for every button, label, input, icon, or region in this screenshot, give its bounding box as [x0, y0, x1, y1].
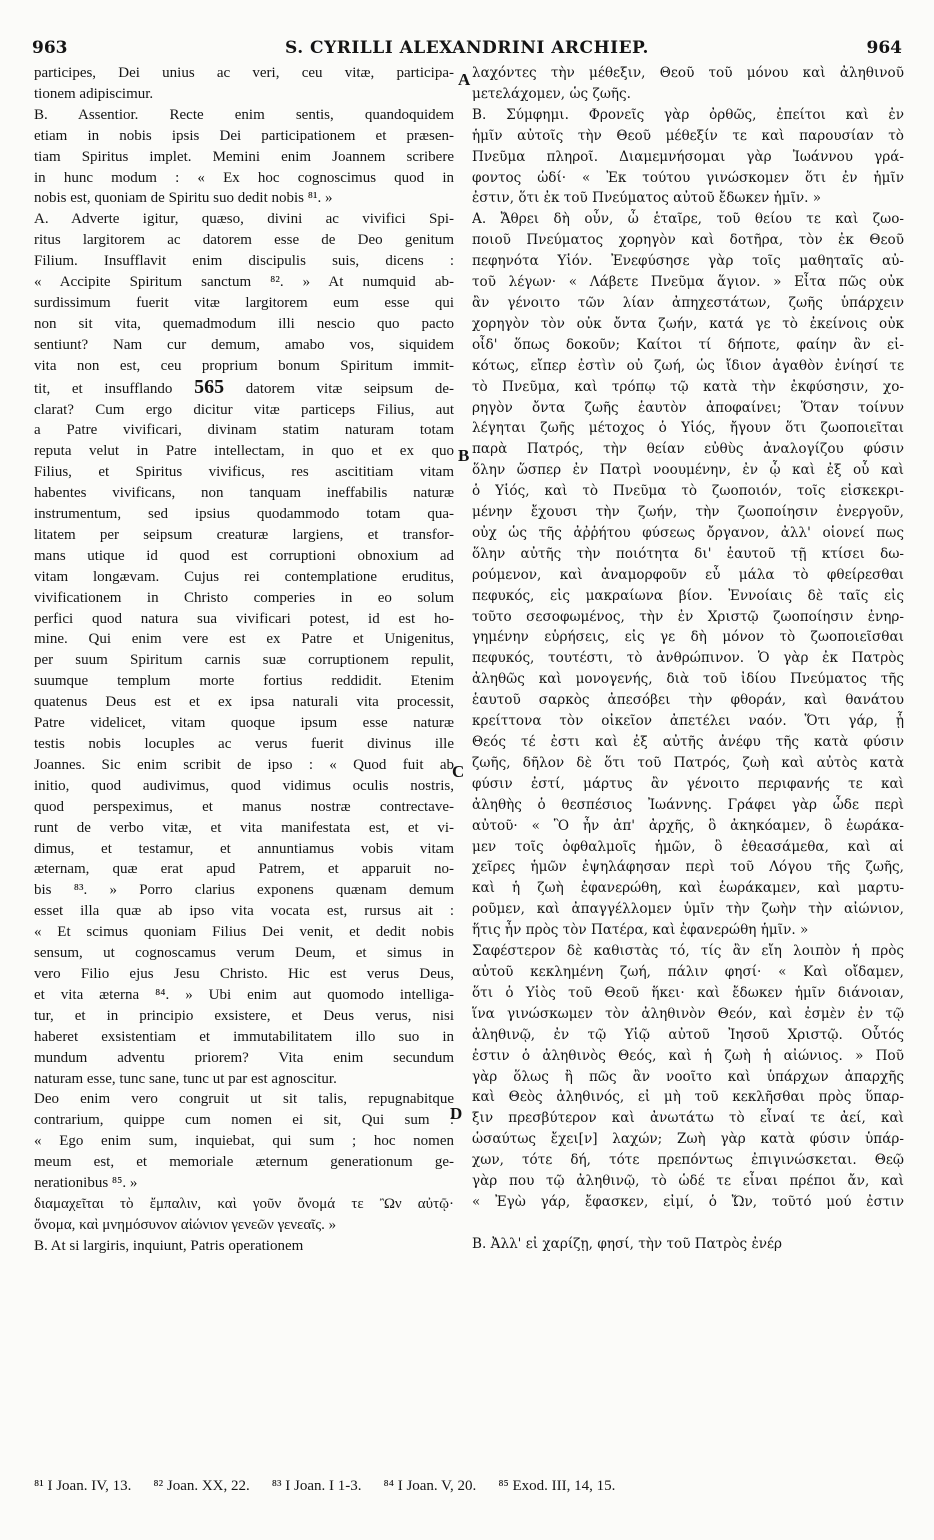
greek-text-line: Πνεῦμα πληροῖ. Διαμεμνήσομαι γὰρ Ἰωάννου γρά-	[472, 148, 904, 165]
footnote: ⁸⁴ I Joan. V, 20.	[383, 1478, 477, 1494]
latin-text-line: Filium. Insufflavit enim discipulis suis, dicens :	[34, 253, 454, 270]
latin-text-line: Filius, et Spiritus vivificus, res ascititiam vitam	[34, 464, 454, 481]
latin-text-line: ὄνομα, καὶ μνημόσυνον αἰώνιον γενεῶν γενεαῖς. »	[34, 1216, 337, 1233]
greek-text-line: πεφηνότα Υἱόν. Ἐνεφύσησε γὰρ τοῖς μαθηταῖς αὐ-	[472, 253, 904, 270]
latin-text-line: in hunc modum : « Ex hoc cognoscimus quod in	[34, 169, 454, 186]
latin-text-line: « Ego enim sum, inquiebat, qui sum ; hoc nomen	[34, 1133, 454, 1150]
greek-text-line: μετελάχομεν, ὡς ζωῆς.	[472, 85, 631, 102]
greek-text-line: A. Ἄθρει δὴ οὖν, ὦ ἑταῖρε, τοῦ θείου τε καὶ ζωο-	[472, 211, 904, 228]
latin-text-line: mundum adventu priorem? Vita enim secundum	[34, 1049, 454, 1066]
greek-text-line: λαχόντες τὴν μέθεξιν, Θεοῦ τοῦ μόνου καὶ ἀληθινοῦ	[472, 65, 904, 81]
latin-text-line: litatem per seipsum creaturæ largiens, et transfor-	[34, 526, 454, 543]
greek-text-line: ποιοῦ Πνεύματος χορηγὸν καὶ δοτῆρα, τὸν ἐκ Θεοῦ	[472, 232, 904, 249]
latin-text-line: « Accipite Spiritum sanctum ⁸². » At numquid ab-	[34, 274, 454, 291]
greek-text-line: φοντος ὡδί· « Ἐκ τούτου γινώσκομεν ὅτι ἐν ἡμῖν	[472, 169, 904, 186]
latin-text-line: per suum Spiritum carnis suæ corruptionem repulit,	[34, 652, 454, 669]
greek-text-line: Σαφέστερον δὲ καθιστὰς τό, τίς ἂν εἴη λοιπὸν ἡ πρὸς	[472, 943, 904, 960]
greek-text-line: ρούμενον, καὶ ἀναμορφοῦν εὖ μάλα τὸ φθείρεσθαι	[472, 566, 904, 583]
latin-text-line: vero Filio ejus Jesu Christo. Hic est verus Deus,	[34, 965, 454, 982]
latin-text-line: etiam in nobis ipsis Dei participationem et præsen-	[34, 127, 454, 144]
greek-text-line: αὐτοῦ κεκλημένη ζωή, πάλιν φησί· « Καὶ οἴδαμεν,	[472, 963, 904, 980]
latin-text-line: vitam longævam. Cujus rei contemplatione eruditus,	[34, 568, 454, 585]
greek-text-line: ὅτι ὁ Υἱὸς τοῦ Θεοῦ ἥκει· καὶ ἔδωκεν ἡμῖν διάνοιαν,	[472, 984, 904, 1001]
greek-text-line: ἐστιν ὁ ἀληθινὸς Θεός, καὶ ἡ ζωὴ ἡ αἰώνιος. » Ποῦ	[472, 1047, 904, 1064]
latin-text-line: nerationibus ⁸⁵. »	[34, 1175, 138, 1192]
latin-column	[34, 63, 454, 1257]
section-marker-a: A	[458, 70, 471, 89]
greek-text-line: μένην ἔχουσι τὴν ζωήν, τὴν ζωοποίησιν ἐνεργοῦν,	[472, 504, 904, 521]
latin-text-line: sensum, ut cognoscamus verum Deum, et simus in	[34, 945, 454, 962]
left-page-number: 963	[32, 38, 68, 58]
latin-text-line: A. Adverte igitur, quæso, divini ac vivifici Spi-	[34, 211, 454, 228]
latin-text-line: meum est, et memoriale æternum generationum ge-	[34, 1154, 454, 1171]
latin-text-line: haberet exsistentiam et immutabilitatem illo suo in	[34, 1028, 454, 1045]
latin-text-line: clarat? Cum ergo dicitur vitæ particeps Filius, aut	[34, 401, 454, 418]
column-number: 565	[194, 376, 225, 398]
greek-text-line: οἶδ' ὅπως δοκοῦν; Καίτοι τί δήποτε, φαίην ἂν εἰ-	[472, 336, 904, 353]
greek-text-line: λέγηται ζωῆς μέτοχος ὁ Υἱός, ἤγουν ὅτι ζωοποιεῖται	[472, 420, 904, 437]
greek-text-line: Θεός τέ ἐστι καὶ ἐξ αὐτῆς ἀνέφυ τῆς κατὰ φύσιν	[472, 734, 904, 750]
latin-text-line: participes, Dei unius ac veri, ceu vitæ, participa-	[34, 65, 454, 81]
running-title: S. CYRILLI ALEXANDRINI ARCHIEP.	[285, 38, 649, 58]
latin-text-line: Patre videlicet, vitam quoque ipsum esse naturæ	[34, 715, 454, 732]
greek-text-line: ἵνα γινώσκωμεν τὸν ἀληθινὸν Θεόν, καὶ ἐσμὲν ἐν τῷ	[472, 1005, 904, 1022]
greek-text-line: πεφυκός, εἰς μακραίωνα βίον. Ἐννοίαις δὲ ταῖς εἰς	[472, 587, 904, 604]
greek-text-line: B. Σύμφημι. Φρονεῖς γὰρ ὀρθῶς, ἐπείτοι καὶ ἐν	[472, 106, 904, 123]
greek-text-line: ὅλην αὐτῆς τὴν ποιότητα δι' ἑαυτοῦ τῇ κτίσει δω-	[472, 545, 904, 562]
greek-text-line: ὡσαύτως ἔχει[ν] λαχών; Ζωὴ γὰρ κατὰ φύσιν ὑπάρ-	[472, 1131, 904, 1148]
latin-text-line: B. At si largiris, inquiunt, Patris operationem	[34, 1237, 304, 1254]
latin-text-line: ritus largitorem ac datorem esse de Deo genitum	[34, 232, 454, 249]
greek-text-line: ζωῆς, δῆλον δὲ ὅτι τοῦ Πατρός, ζωὴ καὶ αὐτὸς κατὰ	[472, 754, 904, 771]
latin-text-line: mans utique id quod est corruptioni obnoxium ad	[34, 547, 454, 564]
greek-text-line: καὶ Θεὸς ἀληθινός, εἰ μὴ τοῦ κεκλῆσθαι πρὸς ὕπαρ-	[472, 1089, 904, 1106]
greek-text-line: γὰρ ὅλως ἢ πῶς ἂν νοοῖτο καὶ ὑπάρχων ἀπαρχῆς	[472, 1068, 904, 1085]
latin-text-line: tionem adipiscimur.	[34, 85, 154, 102]
greek-text-line: καὶ ἡ ζωὴ ἐφανερώθη, καὶ ἑωράκαμεν, καὶ μαρτυ-	[472, 880, 904, 897]
latin-text-line: testis nobis locuples ac verus fuerit divinus ille	[34, 736, 454, 752]
latin-text-line: « Et scimus quoniam Filius Dei venit, et dedit nobis	[34, 924, 454, 941]
latin-text-line: esset illa quæ ab ipso vita vocata est, rursus ait :	[34, 903, 454, 920]
latin-text-line: tit, et insufflando 565 datorem vitæ seipsum de-	[34, 376, 454, 398]
latin-text-line: dimus, et testamur, et annuntiamus vobis vitam	[34, 840, 454, 857]
greek-text-line: φύσιν ἐστί, μάρτυς ἂν γένοιτο περιφανής τε καὶ	[472, 775, 904, 792]
latin-text-line: vita non est, ceu proprium bonum Spiritum immit-	[34, 357, 454, 374]
greek-text-line: ἂν γένοιτο τῶν λίαν ἀπηχεστάτων, ζωῆς ὑπάρχειν	[472, 294, 904, 311]
greek-text-line: ρηγὸν ὄντα ζωῆς ἑαυτὸν ἀποφαίνει; Ὅταν τοίνυν	[472, 399, 904, 416]
footnotes	[34, 1478, 914, 1495]
footnote: ⁸³ I Joan. I 1-3.	[271, 1478, 362, 1494]
greek-text-line: τοῦ λέγων· « Λάβετε Πνεῦμα ἅγιον. » Εἶτα πῶς οὐκ	[472, 274, 904, 291]
greek-text-line: ἥτις ἦν πρὸς τὸν Πατέρα, καὶ ἐφανερώθη ἡμῖν. »	[472, 922, 809, 939]
latin-text-line: instrumentum, sed ipsius quodammodo totam qua-	[34, 506, 454, 523]
greek-text-line: χορηγὸν τὸν οὐκ ὄντα ζωήν, κατά γε τὸ ἐκείνοις οὐκ	[472, 315, 904, 332]
latin-text-line: naturam esse, tunc sane, tunc ut par est agnoscitur.	[34, 1070, 337, 1087]
greek-text-line: γὰρ που τῷ ἀληθινῷ, τὸ ὡδέ τε εἶναι πρέποι ἄν, καὶ	[472, 1173, 904, 1190]
latin-text-line: bis ⁸³. » Porro clarius exponens quænam demum	[34, 882, 454, 899]
latin-text-line: a Patre vivificari, divinam statim naturam totam	[34, 422, 454, 439]
greek-text-line: ἑαυτοῦ σαρκὸς ἀπεσόβει τὴν φθοράν, καὶ θανάτου	[472, 692, 904, 709]
greek-text-line: ἀληθὴς ὁ θεσπέσιος Ἰωάννης. Γράφει γὰρ ὧδε περὶ	[472, 796, 904, 813]
latin-text-line: mine. Qui enim vere est ex Patre et Unigenitus,	[34, 631, 454, 648]
greek-column	[472, 63, 904, 1255]
section-marker-d: D	[450, 1104, 463, 1123]
greek-text-line: τὸ Πνεῦμα, καὶ τρόπῳ τῷ κατὰ τὴν ἐκφύσησιν, χο-	[472, 378, 904, 395]
latin-text-line: et vita æterna ⁸⁴. » Ubi enim aut quomodo intelliga-	[34, 986, 454, 1003]
greek-text-line: B. Ἀλλ' εἰ χαρίζῃ, φησί, τὴν τοῦ Πατρὸς ἐνέρ	[472, 1235, 783, 1252]
latin-text-line: nobis est, quoniam de Spiritu suo dedit nobis ⁸¹. »	[34, 190, 333, 207]
greek-text-line	[472, 1213, 904, 1234]
latin-text-line: suumque templum morte fortius reddidit. Etenim	[34, 673, 454, 690]
right-page-number: 964	[866, 38, 902, 58]
latin-text-line: quatenus Deus est et ex ipsa naturali vita processit,	[34, 694, 454, 711]
latin-text-line: tiam Spiritus implet. Memini enim Joannem scribere	[34, 148, 454, 165]
greek-text-line: χεῖρες ἡμῶν ἐψηλάφησαν περὶ τοῦ Λόγου τῆς ζωῆς,	[472, 859, 904, 876]
greek-text-line: πεφυκός, τουτέστι, τὸ ἀνθρώπινον. Ὁ γὰρ ἐκ Πατρὸς	[472, 650, 904, 667]
latin-text-line: runt de verbo vitæ, et vita manifestata est, et vi-	[34, 819, 454, 836]
latin-text-line: surdissimum fuerit vitæ largitorem eum esse qui	[34, 294, 454, 311]
greek-text-line: αὐτοῦ· « Ὃ ἦν ἀπ' ἀρχῆς, ὃ ἀκηκόαμεν, ὃ ἑωράκα-	[472, 817, 904, 834]
latin-text-line: διαμαχεῖται τὸ ἔμπαλιν, καὶ γοῦν ὄνομά τε Ὢν αὐτῷ·	[34, 1195, 454, 1212]
latin-text-line: æternam, quæ erat apud Patrem, et apparuit no-	[34, 861, 454, 878]
greek-text-line: μεν τοῖς ὀφθαλμοῖς ἡμῶν, ὃ ἐθεασάμεθα, καὶ αἱ	[472, 838, 904, 855]
greek-text-line: παρὰ Πατρός, τὴν θείαν εὐθὺς ἀναλογίζου φύσιν	[472, 441, 904, 458]
latin-text-line: Joannes. Sic enim scribit de ipso : « Quod fuit ab	[34, 756, 454, 773]
greek-text-line: οὐχ ὡς τῆς ἀῤῥήτου φύσεως ὄργανον, ἀλλ' οἱονεί πως	[472, 524, 904, 541]
greek-text-line: ἀληθῶς καὶ μονογενής, διὰ τοῦ ἰδίου Πνεύματος τῆς	[472, 671, 904, 688]
latin-text-line: perfici quod natura sua vivificari potest, id est ho-	[34, 610, 454, 627]
page-header	[32, 38, 902, 64]
latin-text-line: sentiunt? Nam cur demum, amabo vos, siquidem	[34, 336, 454, 353]
latin-text-line: B. Assentior. Recte enim sentis, quandoquidem	[34, 106, 454, 123]
latin-text-line: Deo enim vero congruit ut sit talis, repugnabitque	[34, 1091, 454, 1108]
greek-text-line: ἡμῖν αὐτοῖς τὴν Θεοῦ μέθεξίν τε καὶ παρουσίαν τὸ	[472, 127, 904, 144]
footnote: ⁸⁵ Exod. III, 14, 15.	[498, 1478, 616, 1494]
latin-text-line: initio, quod audivimus, quod vidimus oculis nostris,	[34, 777, 454, 794]
greek-text-line: ἐστιν, ὅτι ἐκ τοῦ Πνεύματος αὐτοῦ ἔδωκεν ἡμῖν. »	[472, 190, 822, 207]
greek-text-line: ροῦμεν, καὶ ἀπαγγέλλομεν ὑμῖν τὴν ζωὴν τὴν αἰώνιον,	[472, 901, 904, 918]
section-marker-c: C	[452, 762, 465, 781]
greek-text-line: χων, τότε δή, τότε πρεπόντως ἐπιγινώσκεται. Θεῷ	[472, 1152, 904, 1169]
greek-text-line: ἀληθινῷ, ἐν τῷ Υἱῷ αὐτοῦ Ἰησοῦ Χριστῷ. Οὗτός	[472, 1026, 904, 1043]
latin-text-line: reputa velut in Patre intellectam, in quo et ex quo	[34, 443, 454, 460]
latin-text-line: tur, et in principio exsistere, et Deus verus, nisi	[34, 1007, 454, 1024]
greek-text-line: κρείττονα τὸν οἰκεῖον ἀπετέλει ναόν. Ὅτι γάρ, ᾗ	[472, 713, 904, 730]
latin-text-line: vivificationem in Christo comperies in eo solum	[34, 589, 454, 606]
latin-text-line: non sit vita, quemadmodum illi nescio quo pacto	[34, 315, 454, 332]
footnote: ⁸¹ I Joan. IV, 13.	[34, 1478, 132, 1494]
section-marker-b: B	[458, 446, 470, 465]
greek-text-line: γημένην εὑρήσεις, εἰς γε δὴ μόνον τὸ ζωοποιεῖσθαι	[472, 629, 904, 646]
greek-text-line: « Ἐγὼ γάρ, ἔφασκεν, εἰμί, ὁ Ὤν, τοῦτό μού ἐστιν	[472, 1193, 904, 1210]
footnote: ⁸² Joan. XX, 22.	[153, 1478, 250, 1494]
greek-text-line: ὁ Υἱός, καὶ τὸ Πνεῦμα τὸ ζωοποιόν, τοῖς εἰσκεκρι-	[472, 483, 904, 500]
greek-text-line: ξιν πρεσβύτερον καὶ ἀνωτάτω τὸ εἶναί τε ἀεί, καὶ	[472, 1110, 904, 1127]
latin-text-line: quod perspeximus, et manus nostræ contrectave-	[34, 798, 454, 815]
latin-text-line: habentes vivificans, non tanquam ineffabilis naturæ	[34, 485, 454, 502]
greek-text-line: τοῦτο σεσοφωμένος, τὴν ἐν Χριστῷ ζωοποίησιν ἐνηρ-	[472, 608, 904, 625]
greek-text-line: ὅλην ὥσπερ ἐν Πατρὶ νοουμένην, ἐν ᾧ καὶ ἐξ οὗ καὶ	[472, 462, 904, 479]
latin-text-line: contrarium, quippe cum nomen ei sit, Qui sum :	[34, 1112, 454, 1129]
greek-text-line: κότως, εἴπερ ἐστὶν οὐ ζωή, ὡς ἴδιον ἀγαθὸν ἐνίησί τε	[472, 357, 904, 374]
